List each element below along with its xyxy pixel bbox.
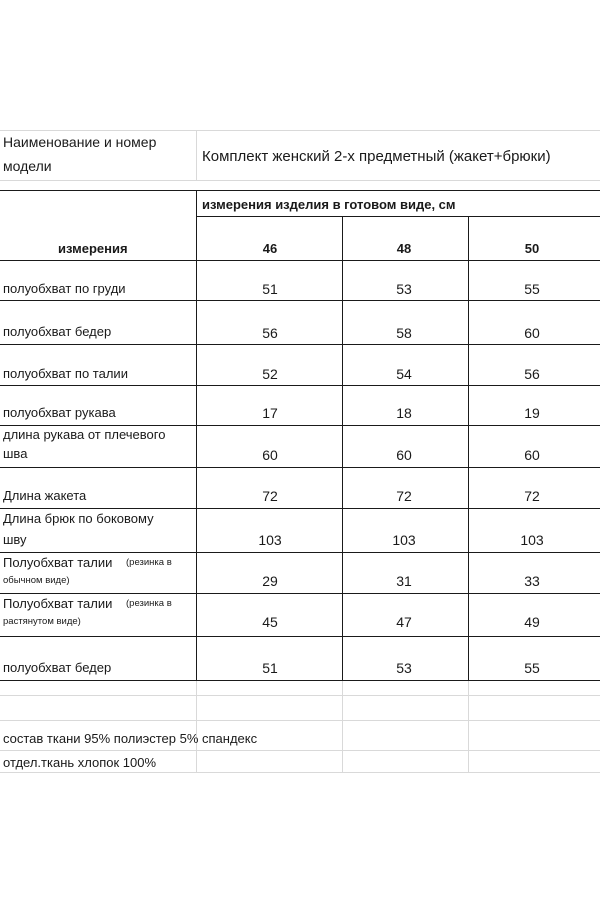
cell-value: 29 [262, 573, 278, 589]
table-border [0, 425, 600, 426]
cell-value: 60 [524, 447, 540, 463]
grid-line [0, 772, 600, 773]
model-label-line2: модели [3, 158, 52, 174]
cell-value: 33 [524, 573, 540, 589]
cell-value: 47 [396, 614, 412, 630]
fabric-composition: состав ткани 95% полиэстер 5% спандекс [3, 731, 258, 746]
row-label: полуобхват по талии [3, 366, 128, 381]
row-header: измерения [58, 241, 128, 256]
grid-line [0, 750, 600, 751]
table-border [0, 190, 600, 191]
row-note: (резинка в [126, 598, 172, 609]
table-border [0, 467, 600, 468]
table-border [0, 680, 600, 681]
cell-value: 60 [262, 447, 278, 463]
table-border [0, 552, 600, 553]
size-header: 50 [524, 241, 540, 256]
grid-line [0, 180, 600, 181]
row-label: Длина брюк по боковому [3, 511, 154, 526]
cell-value: 103 [392, 532, 416, 548]
cell-value: 54 [396, 366, 412, 382]
cell-value: 55 [524, 281, 540, 297]
row-label: длина рукава от плечевого [3, 427, 166, 442]
cell-value: 56 [524, 366, 540, 382]
row-label: полуобхват бедер [3, 324, 112, 339]
table-border [0, 385, 600, 386]
table-border [0, 508, 600, 509]
cell-value: 58 [396, 325, 412, 341]
row-label: полуобхват бедер [3, 660, 112, 675]
size-header: 48 [396, 241, 412, 256]
row-label-line2: шва [3, 446, 28, 461]
table-border [196, 216, 600, 217]
cell-value: 49 [524, 614, 540, 630]
row-note-line2: обычном виде) [3, 575, 70, 586]
row-label: полуобхват по груди [3, 281, 126, 296]
cell-value: 55 [524, 660, 540, 676]
cell-value: 56 [262, 325, 278, 341]
row-label: Полуобхват талии [3, 555, 113, 570]
cell-value: 17 [262, 405, 278, 421]
model-label-line1: Наименование и номер [3, 134, 157, 150]
grid-line [0, 695, 600, 696]
cell-value: 103 [258, 532, 282, 548]
table-border [0, 260, 600, 261]
cell-value: 60 [524, 325, 540, 341]
cell-value: 45 [262, 614, 278, 630]
row-label: Полуобхват талии [3, 596, 113, 611]
row-note: (резинка в [126, 557, 172, 568]
size-header: 46 [262, 241, 278, 256]
grid-line [196, 130, 197, 180]
cell-value: 53 [396, 281, 412, 297]
grid-line [0, 130, 600, 131]
trim-fabric: отдел.ткань хлопок 100% [3, 755, 157, 770]
grid-line [342, 680, 343, 772]
cell-value: 60 [396, 447, 412, 463]
cell-value: 19 [524, 405, 540, 421]
table-border [0, 344, 600, 345]
row-label: Длина жакета [3, 488, 87, 503]
cell-value: 51 [262, 281, 278, 297]
row-label-line2: шву [3, 532, 27, 547]
grid-line [0, 720, 600, 721]
row-note-line2: растянутом виде) [3, 616, 81, 627]
group-header: измерения изделия в готовом виде, см [202, 197, 456, 212]
cell-value: 53 [396, 660, 412, 676]
cell-value: 51 [262, 660, 278, 676]
cell-value: 18 [396, 405, 412, 421]
table-border [342, 216, 343, 680]
cell-value: 31 [396, 573, 412, 589]
cell-value: 72 [262, 488, 278, 504]
cell-value: 103 [520, 532, 544, 548]
table-border [196, 190, 197, 680]
table-border [0, 636, 600, 637]
table-border [468, 216, 469, 680]
grid-line [468, 680, 469, 772]
cell-value: 72 [396, 488, 412, 504]
cell-value: 52 [262, 366, 278, 382]
row-label: полуобхват рукава [3, 405, 116, 420]
grid-line [196, 680, 197, 772]
cell-value: 72 [524, 488, 540, 504]
table-border [0, 593, 600, 594]
table-border [0, 300, 600, 301]
model-value: Комплект женский 2-х предметный (жакет+брюки) [202, 148, 551, 165]
